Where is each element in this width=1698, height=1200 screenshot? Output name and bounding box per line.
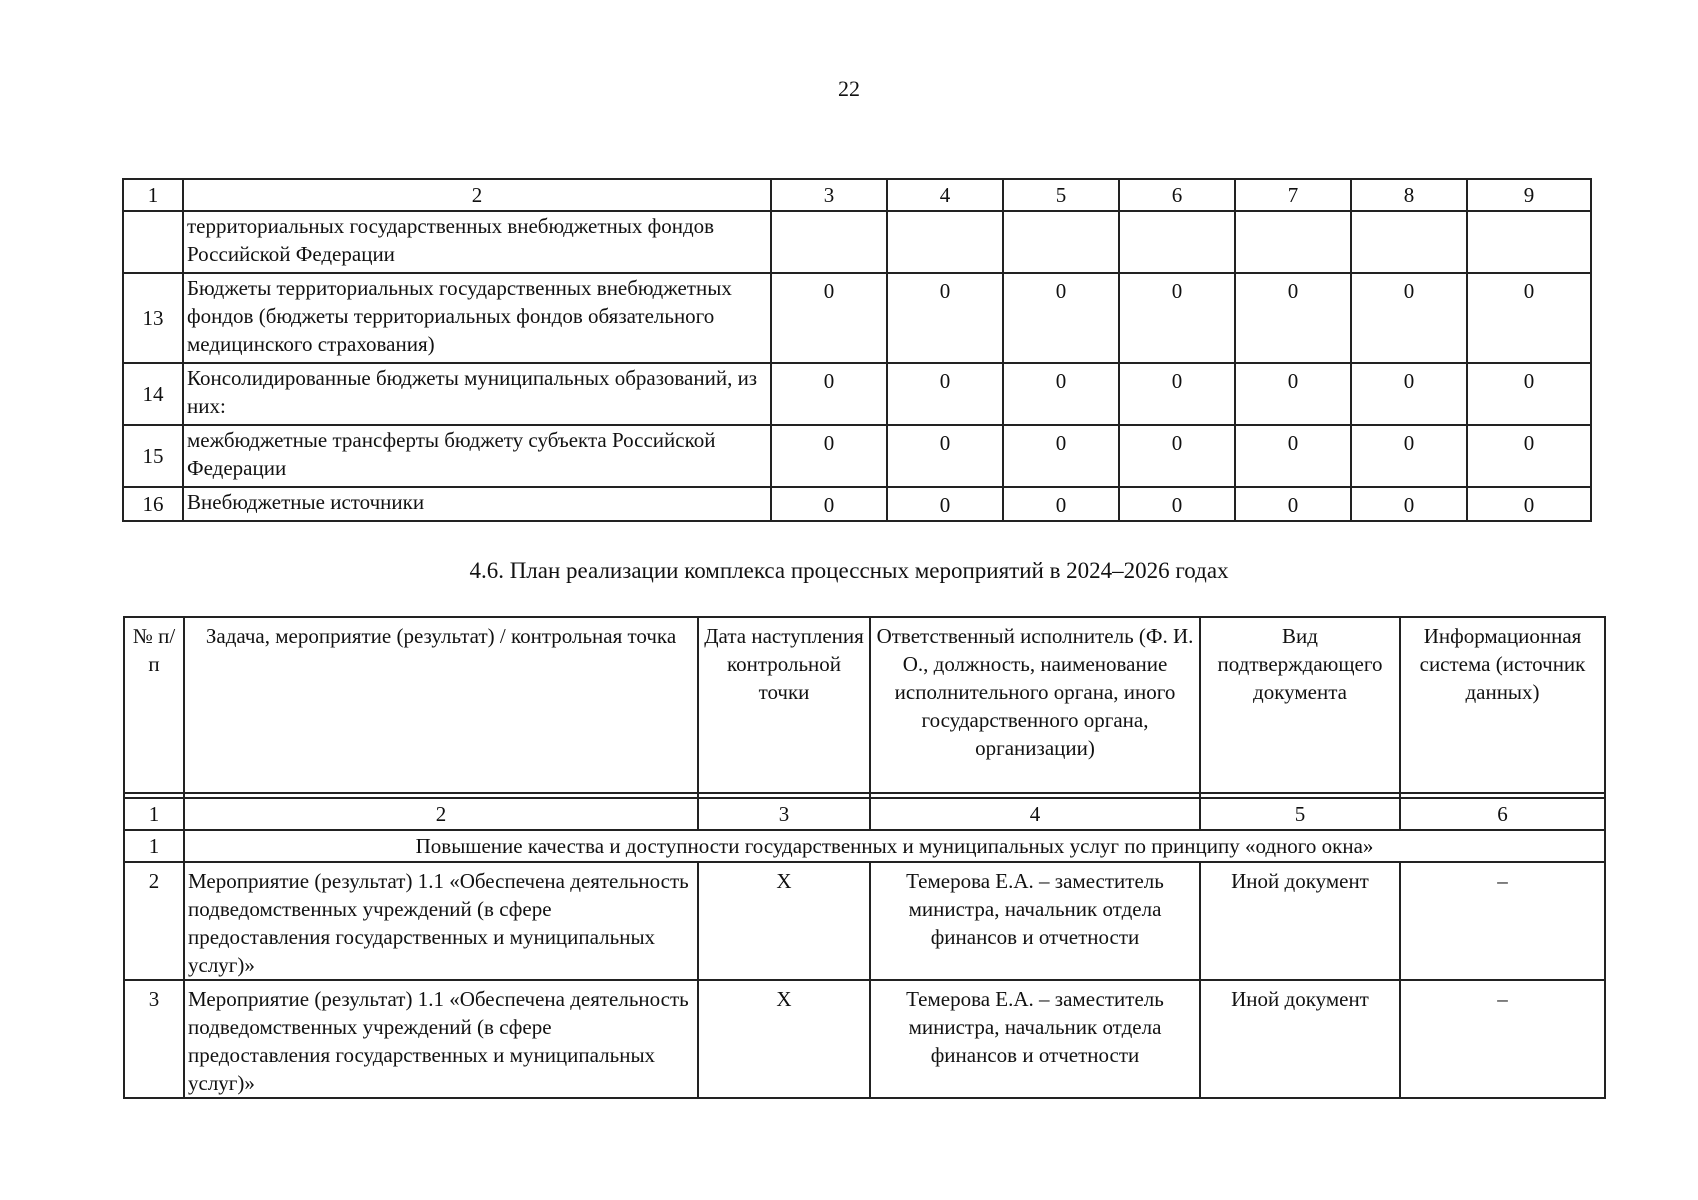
header-num: № п/п xyxy=(124,617,184,793)
cell-value xyxy=(771,211,887,273)
row-task: Мероприятие (результат) 1.1 «Обеспечена деятельность подведомственных учреждений (в сфере предоставления государственных и муниципальных услуг)» xyxy=(184,980,698,1098)
column-number: 9 xyxy=(1467,179,1591,211)
cell-value: 0 xyxy=(1351,425,1467,487)
cell-value: 0 xyxy=(1119,425,1235,487)
cell-value: 0 xyxy=(887,487,1003,521)
plan-column-numbers-row xyxy=(124,798,1605,830)
task-row xyxy=(124,830,1605,862)
header-task: Задача, мероприятие (результат) / контрольная точка xyxy=(184,617,698,793)
row-date: Х xyxy=(698,862,870,980)
column-number: 4 xyxy=(870,798,1200,830)
finance-table xyxy=(122,178,1592,522)
cell-value: 0 xyxy=(771,425,887,487)
cell-value: 0 xyxy=(1119,363,1235,425)
column-number: 6 xyxy=(1119,179,1235,211)
cell-value xyxy=(1235,211,1351,273)
row-number: 15 xyxy=(123,425,183,487)
cell-value xyxy=(1119,211,1235,273)
cell-value: 0 xyxy=(1351,273,1467,363)
row-label: Консолидированные бюджеты муниципальных образований, из них: xyxy=(183,363,771,425)
row-doc-type: Иной документ xyxy=(1200,862,1400,980)
cell-value: 0 xyxy=(1119,487,1235,521)
cell-value: 0 xyxy=(1003,273,1119,363)
cell-value: 0 xyxy=(1235,363,1351,425)
cell-value xyxy=(887,211,1003,273)
cell-value xyxy=(1467,211,1591,273)
cell-value: 0 xyxy=(1119,273,1235,363)
column-number: 8 xyxy=(1351,179,1467,211)
row-label: Внебюджетные источники xyxy=(183,487,771,521)
table-row xyxy=(123,273,1591,363)
plan-table xyxy=(123,616,1606,1099)
table-row xyxy=(124,980,1605,1098)
cell-value: 0 xyxy=(1351,363,1467,425)
row-info-system: – xyxy=(1400,980,1605,1098)
cell-value: 0 xyxy=(887,273,1003,363)
cell-value: 0 xyxy=(1003,363,1119,425)
row-number: 2 xyxy=(124,862,184,980)
row-info-system: – xyxy=(1400,862,1605,980)
table-row xyxy=(124,862,1605,980)
page-number: 22 xyxy=(838,76,860,101)
cell-value: 0 xyxy=(887,425,1003,487)
row-number: 3 xyxy=(124,980,184,1098)
row-responsible: Темерова Е.А. – заместитель министра, начальник отдела финансов и отчетности xyxy=(870,862,1200,980)
row-number: 13 xyxy=(123,273,183,363)
header-responsible: Ответственный исполнитель (Ф. И. О., должность, наименование исполнительного органа, иного государственного органа, организации) xyxy=(870,617,1200,793)
row-number: 14 xyxy=(123,363,183,425)
column-number: 2 xyxy=(183,179,771,211)
task-number: 1 xyxy=(124,830,184,862)
column-number: 4 xyxy=(887,179,1003,211)
cell-value: 0 xyxy=(1003,487,1119,521)
column-number: 5 xyxy=(1200,798,1400,830)
finance-column-numbers-row xyxy=(123,179,1591,211)
column-number: 6 xyxy=(1400,798,1605,830)
cell-value: 0 xyxy=(887,363,1003,425)
table-row xyxy=(123,425,1591,487)
row-number xyxy=(123,211,183,273)
column-number: 3 xyxy=(771,179,887,211)
cell-value: 0 xyxy=(1467,425,1591,487)
column-number: 3 xyxy=(698,798,870,830)
plan-header-row xyxy=(124,617,1605,793)
cell-value: 0 xyxy=(1351,487,1467,521)
cell-value: 0 xyxy=(1467,487,1591,521)
table-row xyxy=(123,363,1591,425)
row-number: 16 xyxy=(123,487,183,521)
header-info-system: Информационная система (источник данных) xyxy=(1400,617,1605,793)
column-number: 7 xyxy=(1235,179,1351,211)
row-date: Х xyxy=(698,980,870,1098)
cell-value: 0 xyxy=(771,487,887,521)
row-label: Бюджеты территориальных государственных внебюджетных фондов (бюджеты территориальных фондов обязательного медицинского страхования) xyxy=(183,273,771,363)
table-row xyxy=(123,211,1591,273)
cell-value: 0 xyxy=(1467,273,1591,363)
row-responsible: Темерова Е.А. – заместитель министра, начальник отдела финансов и отчетности xyxy=(870,980,1200,1098)
column-number: 1 xyxy=(124,798,184,830)
row-doc-type: Иной документ xyxy=(1200,980,1400,1098)
cell-value xyxy=(1003,211,1119,273)
row-label: территориальных государственных внебюджетных фондов Российской Федерации xyxy=(183,211,771,273)
column-number: 2 xyxy=(184,798,698,830)
table-row xyxy=(123,487,1591,521)
row-label: межбюджетные трансферты бюджету субъекта Российской Федерации xyxy=(183,425,771,487)
column-number: 5 xyxy=(1003,179,1119,211)
cell-value: 0 xyxy=(1235,273,1351,363)
cell-value xyxy=(1351,211,1467,273)
task-title: Повышение качества и доступности государственных и муниципальных услуг по принципу «одного окна» xyxy=(184,830,1605,862)
cell-value: 0 xyxy=(1235,487,1351,521)
cell-value: 0 xyxy=(1467,363,1591,425)
header-doc-type: Вид подтверждающего документа xyxy=(1200,617,1400,793)
column-number: 1 xyxy=(123,179,183,211)
row-task: Мероприятие (результат) 1.1 «Обеспечена деятельность подведомственных учреждений (в сфере предоставления государственных и муниципальных услуг)» xyxy=(184,862,698,980)
cell-value: 0 xyxy=(771,273,887,363)
section-title: 4.6. План реализации комплекса процессных мероприятий в 2024–2026 годах xyxy=(469,558,1229,583)
cell-value: 0 xyxy=(1235,425,1351,487)
header-date: Дата наступления контрольной точки xyxy=(698,617,870,793)
cell-value: 0 xyxy=(1003,425,1119,487)
cell-value: 0 xyxy=(771,363,887,425)
